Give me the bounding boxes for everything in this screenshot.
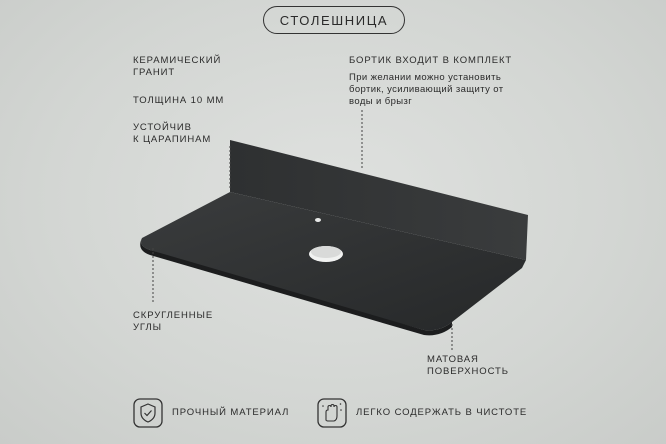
feature-label-easy-clean: ЛЕГКО СОДЕРЖАТЬ В ЧИСТОТЕ <box>356 407 528 418</box>
rounded-corners-label-line1: СКРУГЛЕННЫЕ <box>133 310 214 321</box>
backsplash-desc-line2: бортик, усиливающий защиту от <box>349 84 504 95</box>
rounded-corners-label-line2: УГЛЫ <box>133 322 162 333</box>
scratch-label-line2: К ЦАРАПИНАМ <box>133 134 212 145</box>
shield-check-icon <box>133 398 163 428</box>
thickness-label: ТОЛЩИНА 10 ММ <box>133 95 225 106</box>
material-label-line2: ГРАНИТ <box>133 67 176 78</box>
matte-surface-label-line2: ПОВЕРХНОСТЬ <box>427 366 509 377</box>
page-title: СТОЛЕШНИЦА <box>263 6 405 34</box>
material-label-line1: КЕРАМИЧЕСКИЙ <box>133 55 222 66</box>
backsplash-desc-line3: воды и брызг <box>349 96 413 107</box>
faucet-hole <box>315 218 321 222</box>
scratch-label-line1: УСТОЙЧИВ <box>133 122 192 133</box>
matte-surface-label-line1: МАТОВАЯ <box>427 354 479 365</box>
backsplash-label: БОРТИК ВХОДИТ В КОМПЛЕКТ <box>349 55 513 66</box>
feature-label-durable: ПРОЧНЫЙ МАТЕРИАЛ <box>172 407 290 418</box>
backsplash-desc-line1: При желании можно установить <box>349 72 502 83</box>
hand-cleaning-icon <box>317 398 347 428</box>
